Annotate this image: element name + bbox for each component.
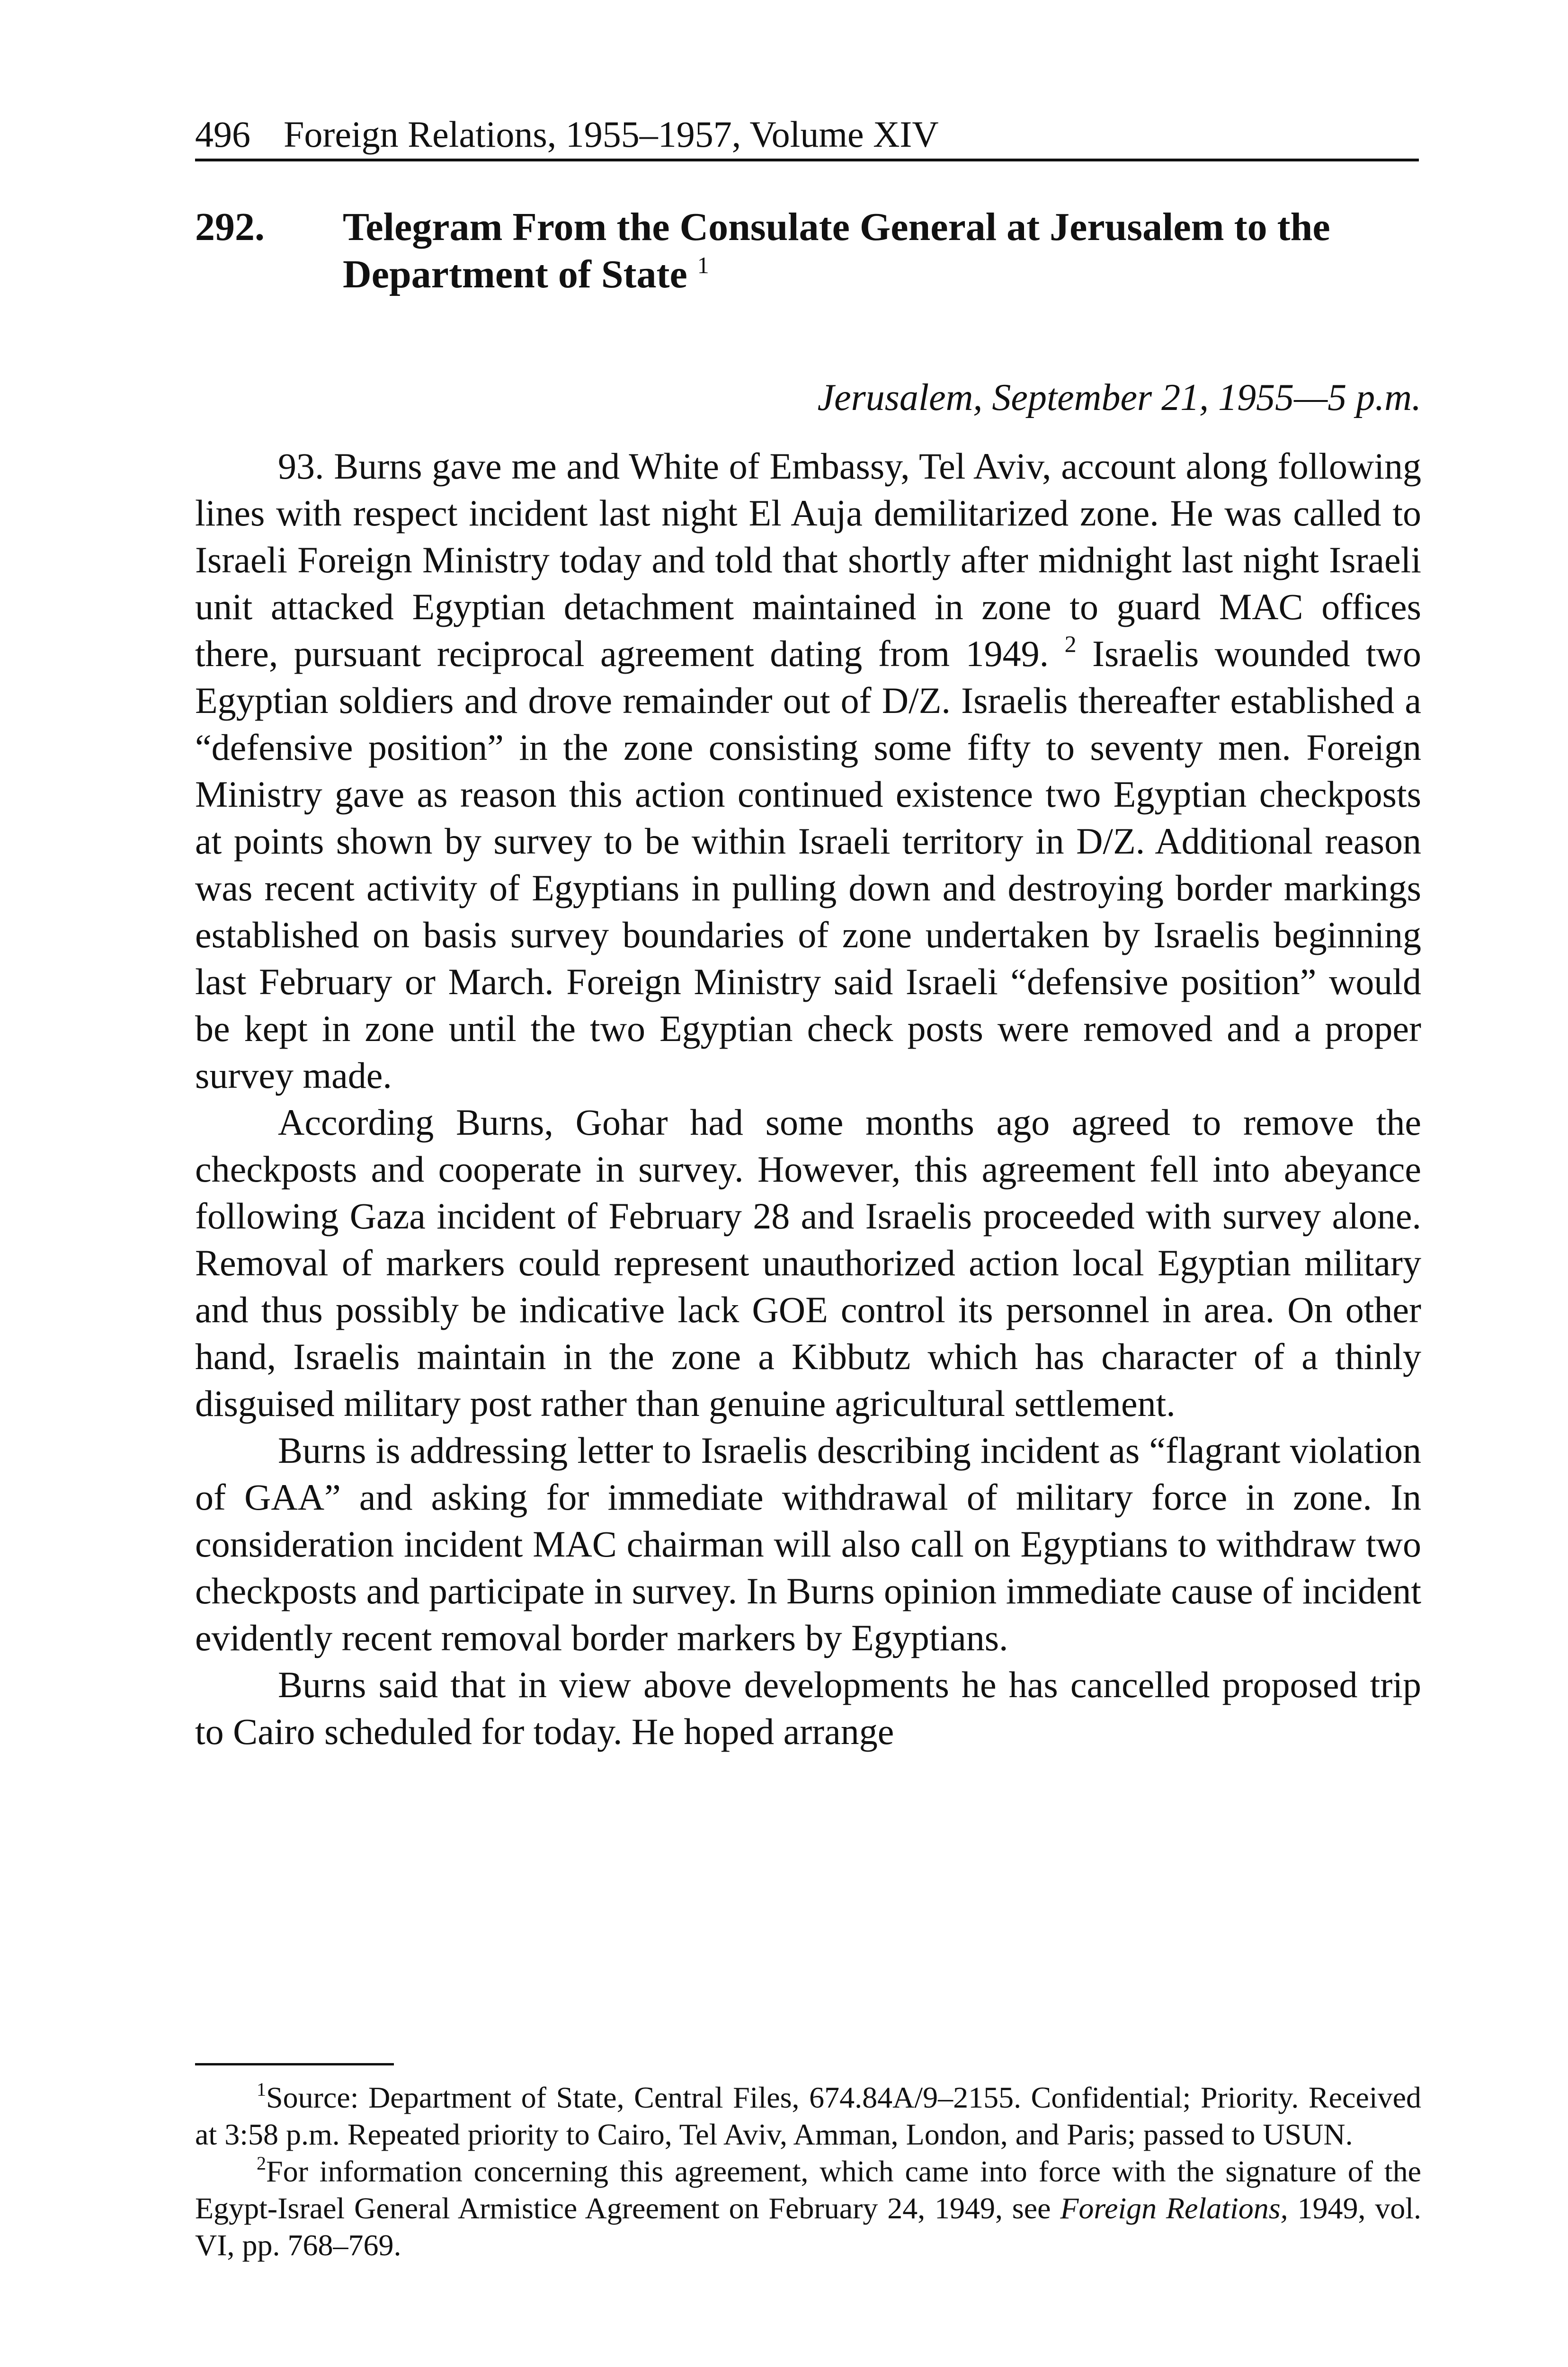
document-heading	[195, 204, 1421, 298]
paragraph-3: Burns is addressing letter to Israelis describing incident as “flagrant violation of GAA” and asking for immediate withdrawal of military force in zone. In consideration incident MAC chairman will also call on Egyptians to withdraw two checkposts and participate in survey. In Burns opinion immediate cause of incident evidently recent removal border markers by Egyptians.	[195, 1430, 1421, 1658]
footnote-2	[195, 2153, 1421, 2264]
dateline: Jerusalem, September 21, 1955—5 p.m.	[817, 377, 1421, 418]
paragraph-4: Burns said that in view above developments he has cancelled proposed trip to Cairo scheduled for today. He hoped arrange	[195, 1664, 1421, 1752]
running-head	[195, 116, 1419, 161]
paragraph-1-part-b: Israelis wounded two Egyptian soldiers and drove remainder out of D/Z. Israelis thereafter established a “defensive position” in the zone consisting some fifty to seventy men. Foreign Ministry gave as reason this action continued existence two Egyptian checkposts at points shown by survey to be within Israeli territory in D/Z. Additional reason was recent activity of Egyptians in pulling down and destroying border markings established on basis survey boundaries of zone undertaken by Israelis beginning last February or March. Foreign Ministry said Israeli “defensive position” would be kept in zone until the two Egyptian check posts were removed and a proper survey made.	[195, 633, 1422, 1096]
footnote-2-text-a: For information concerning this agreement, which came into force with the signature of the Egypt-Israel General Armistice Agreement on February 24, 1949, see	[195, 2154, 1421, 2225]
footnote-ref-2[interactable]: 2	[1064, 631, 1077, 657]
footnote-2-mark: 2	[257, 2153, 266, 2174]
paragraph-2: According Burns, Gohar had some months ago agreed to remove the checkposts and cooperate in survey. However, this agreement fell into abeyance following Gaza incident of February 28 and Israelis proceeded with survey alone. Removal of markers could represent unauthorized action local Egyptian military and thus possibly be indicative lack GOE control its personnel in area. On other hand, Israelis maintain in the zone a Kibbutz which has character of a thinly disguised military post rather than genuine agricultural settlement.	[195, 1102, 1421, 1424]
document-title-text: Telegram From the Consulate General at Jerusalem to the Department of State	[343, 205, 1330, 296]
footnote-2-text-b: 1949, vol. VI, pp. 768–769.	[195, 2191, 1422, 2262]
footnote-2-reference: Foreign Relations,	[1060, 2191, 1288, 2225]
document-title	[343, 204, 1421, 298]
footnote-1-mark: 1	[257, 2079, 266, 2100]
page-number: 496	[195, 114, 250, 155]
document-number: 292.	[195, 205, 265, 249]
footnote-1-text: Source: Department of State, Central Files, 674.84A/9–2155. Confidential; Priority. Received at 3:58 p.m. Repeated priority to Cairo, Tel Aviv, Amman, London, and Paris; passed to USUN.	[195, 2081, 1421, 2151]
paragraph-1	[195, 443, 1421, 1099]
footnote-1	[195, 2079, 1421, 2153]
footnote-ref-1[interactable]: 1	[697, 252, 709, 278]
footnote-divider	[195, 2063, 394, 2065]
telegram-body	[195, 443, 1421, 1755]
running-title: Foreign Relations, 1955–1957, Volume XIV	[284, 114, 939, 155]
paragraph-1-part-a: 93. Burns gave me and White of Embassy, Tel Aviv, account along following lines with respect incident last night El Auja demilitarized zone. He was called to Israeli Foreign Ministry today and told that shortly after midnight last night Israeli unit attacked Egyptian detachment maintained in zone to guard MAC offices there, pursuant reciprocal agreement dating from 1949.	[195, 445, 1421, 674]
footnotes	[195, 2079, 1421, 2264]
